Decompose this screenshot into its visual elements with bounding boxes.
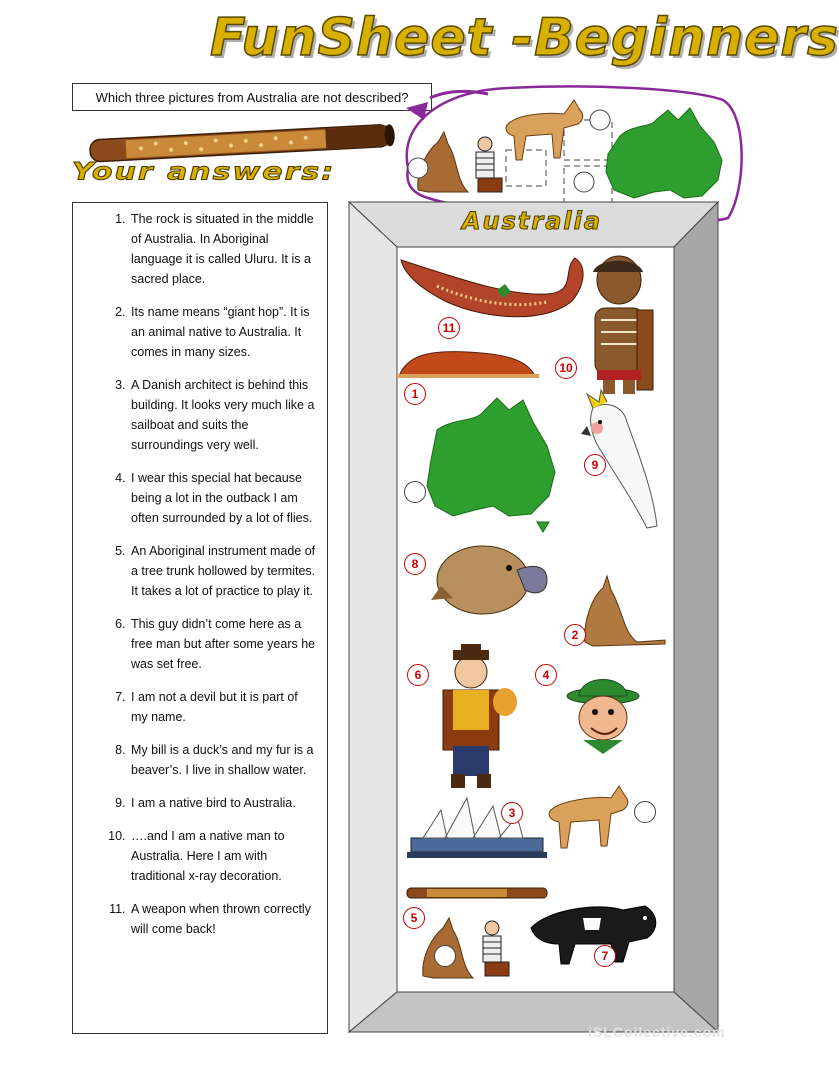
- dingo-image: [549, 786, 628, 848]
- kangaroo-convict-image: [418, 132, 502, 192]
- blank-answer-circle[interactable]: [434, 945, 456, 967]
- platypus-image: [431, 546, 547, 614]
- number-circle: 1: [404, 383, 426, 405]
- blank-answer-circle: [408, 158, 428, 178]
- australia-pictures: [397, 250, 677, 986]
- blank-answer-circle[interactable]: [404, 481, 426, 503]
- description-item: 8. My bill is a duck’s and my fur is a beaver’s. I live in shallow water.: [129, 740, 317, 780]
- number-circle: 7: [594, 945, 616, 967]
- description-item: 4. I wear this special hat because being a lot in the outback I am often surrounded by a lot of flies.: [129, 468, 317, 528]
- outback-man-image: [567, 680, 639, 755]
- blank-answer-circle: [574, 172, 594, 192]
- kangaroo-image: [585, 576, 665, 646]
- descriptions-box: [72, 202, 328, 1034]
- didgeridoo-image: [407, 888, 547, 898]
- description-item: 3. A Danish architect is behind this building. It looks very much like a sailboat and suits the surroundings very well.: [129, 375, 317, 455]
- number-circle: 9: [584, 454, 606, 476]
- number-circle: 11: [438, 317, 460, 339]
- number-circle: 10: [555, 357, 577, 379]
- description-item: 11. A weapon when thrown correctly will come back!: [129, 899, 317, 939]
- number-circle: 3: [501, 802, 523, 824]
- answers-heading: Your answers:: [72, 158, 336, 186]
- description-item: 1. The rock is situated in the middle of Australia. In Aboriginal language it is called Uluru. It is a sacred place.: [129, 209, 317, 289]
- description-item: 10. ….and I am a native man to Australia. Here I am with traditional x-ray decoration.: [129, 826, 317, 886]
- blank-answer-circle[interactable]: [634, 801, 656, 823]
- number-circle: 8: [404, 553, 426, 575]
- australia-map-image: [427, 398, 555, 532]
- watermark: iSLCollective.com: [588, 1024, 726, 1040]
- boomerang-image: [401, 258, 583, 317]
- description-item: 7. I am not a devil but it is part of my name.: [129, 687, 317, 727]
- description-item: 6. This guy didn’t come here as a free man but after some years he was set free.: [129, 614, 317, 674]
- number-circle: 4: [535, 664, 557, 686]
- number-circle: 6: [407, 664, 429, 686]
- opera-house-image: [407, 798, 547, 858]
- page-title: FunSheet -Beginners: [210, 8, 839, 68]
- australia-label: Australia: [461, 207, 603, 235]
- question-box: Which three pictures from Australia are not described?: [72, 83, 432, 111]
- number-circle: 5: [403, 907, 425, 929]
- aboriginal-man-image: [593, 256, 653, 394]
- description-item: 2. Its name means “giant hop”. It is an animal native to Australia. It comes in many sizes.: [129, 302, 317, 362]
- description-item: 5. An Aboriginal instrument made of a tree trunk hollowed by termites. It takes a lot of practice to play it.: [129, 541, 317, 601]
- convict-image: [443, 644, 517, 788]
- uluru-image: [397, 352, 539, 378]
- dingo-image: [506, 100, 583, 160]
- number-circle: 2: [564, 624, 586, 646]
- description-item: 9. I am a native bird to Australia.: [129, 793, 317, 813]
- blank-answer-circle: [590, 110, 610, 130]
